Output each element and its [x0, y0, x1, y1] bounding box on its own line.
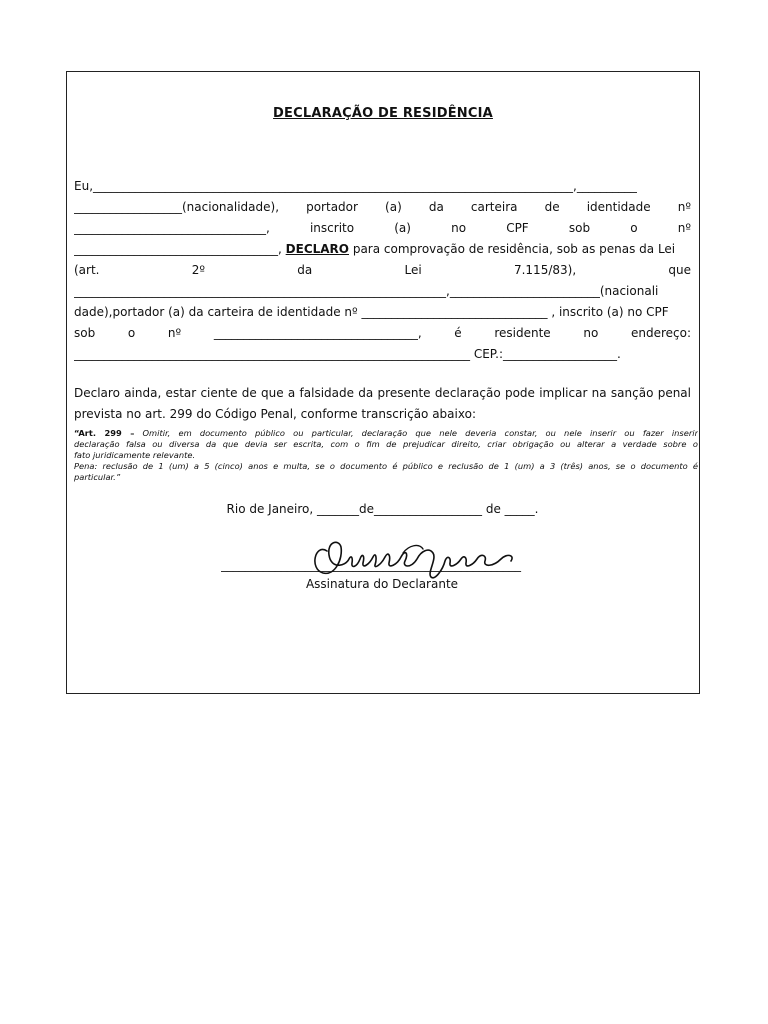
form-line-9: __________________________________________________________________ CEP.:___________________.: [74, 347, 621, 361]
declaro-ainda-line-1: Declaro ainda, estar ciente de que a falsidade da presente declaração pode implicar na sanção penal: [74, 386, 691, 400]
quote-article-label: “Art. 299 –: [74, 428, 135, 438]
form-line-6: ______________________________________________________________,_________________________(nacionali: [74, 284, 659, 298]
form-line-7: dade),portador (a) da carteira de identidade nº _______________________________ , inscrito (a) no CPF: [74, 305, 669, 319]
document-frame: [66, 71, 700, 694]
signature-line: __________________________________________________: [221, 558, 521, 572]
form-line-5: (art. 2º da Lei 7.115/83), que: [74, 263, 691, 277]
declaro-ainda-line-2: prevista no art. 299 do Código Penal, conforme transcrição abaixo:: [74, 407, 476, 421]
date-line: Rio de Janeiro, _______de__________________ de _____.: [226, 502, 539, 516]
declaro-continuation: para comprovação de residência, sob as penas da Lei: [352, 242, 676, 256]
declaro-word: DECLARO: [285, 242, 349, 256]
form-line-8: sob o nº __________________________________, é residente no endereço:: [74, 326, 691, 340]
quote-line-1: [74, 428, 698, 439]
quote-line-3: fato juridicamente relevante.: [74, 450, 196, 460]
signature-label: Assinatura do Declarante: [305, 577, 459, 591]
quote-line-2: declaração falsa ou diversa da que devia ser escrita, com o fim de prejudicar direito, criar obrigação ou alterar a verdade sobre o: [74, 439, 698, 449]
form-line-1: Eu,________________________________________________________________________________,__________: [74, 179, 637, 193]
document-title: DECLARAÇÃO DE RESIDÊNCIA: [273, 106, 493, 121]
quote-text-1: Omitir, em documento público ou particular, declaração que nele deveria constar, ou nele inserir ou fazer inserir: [142, 428, 698, 438]
cpf-blank: __________________________________,: [74, 242, 282, 256]
form-line-4: [74, 241, 691, 257]
quote-penalty-2: particular.”: [74, 472, 121, 482]
quote-penalty-1: Pena: reclusão de 1 (um) a 5 (cinco) anos e multa, se o documento é público e reclusão de 1 (um) a 3 (três) anos, se o documento é: [74, 461, 698, 471]
form-line-3: ________________________________, inscrito (a) no CPF sob o nº: [74, 221, 691, 235]
form-line-2: __________________(nacionalidade), portador (a) da carteira de identidade nº: [74, 200, 691, 214]
